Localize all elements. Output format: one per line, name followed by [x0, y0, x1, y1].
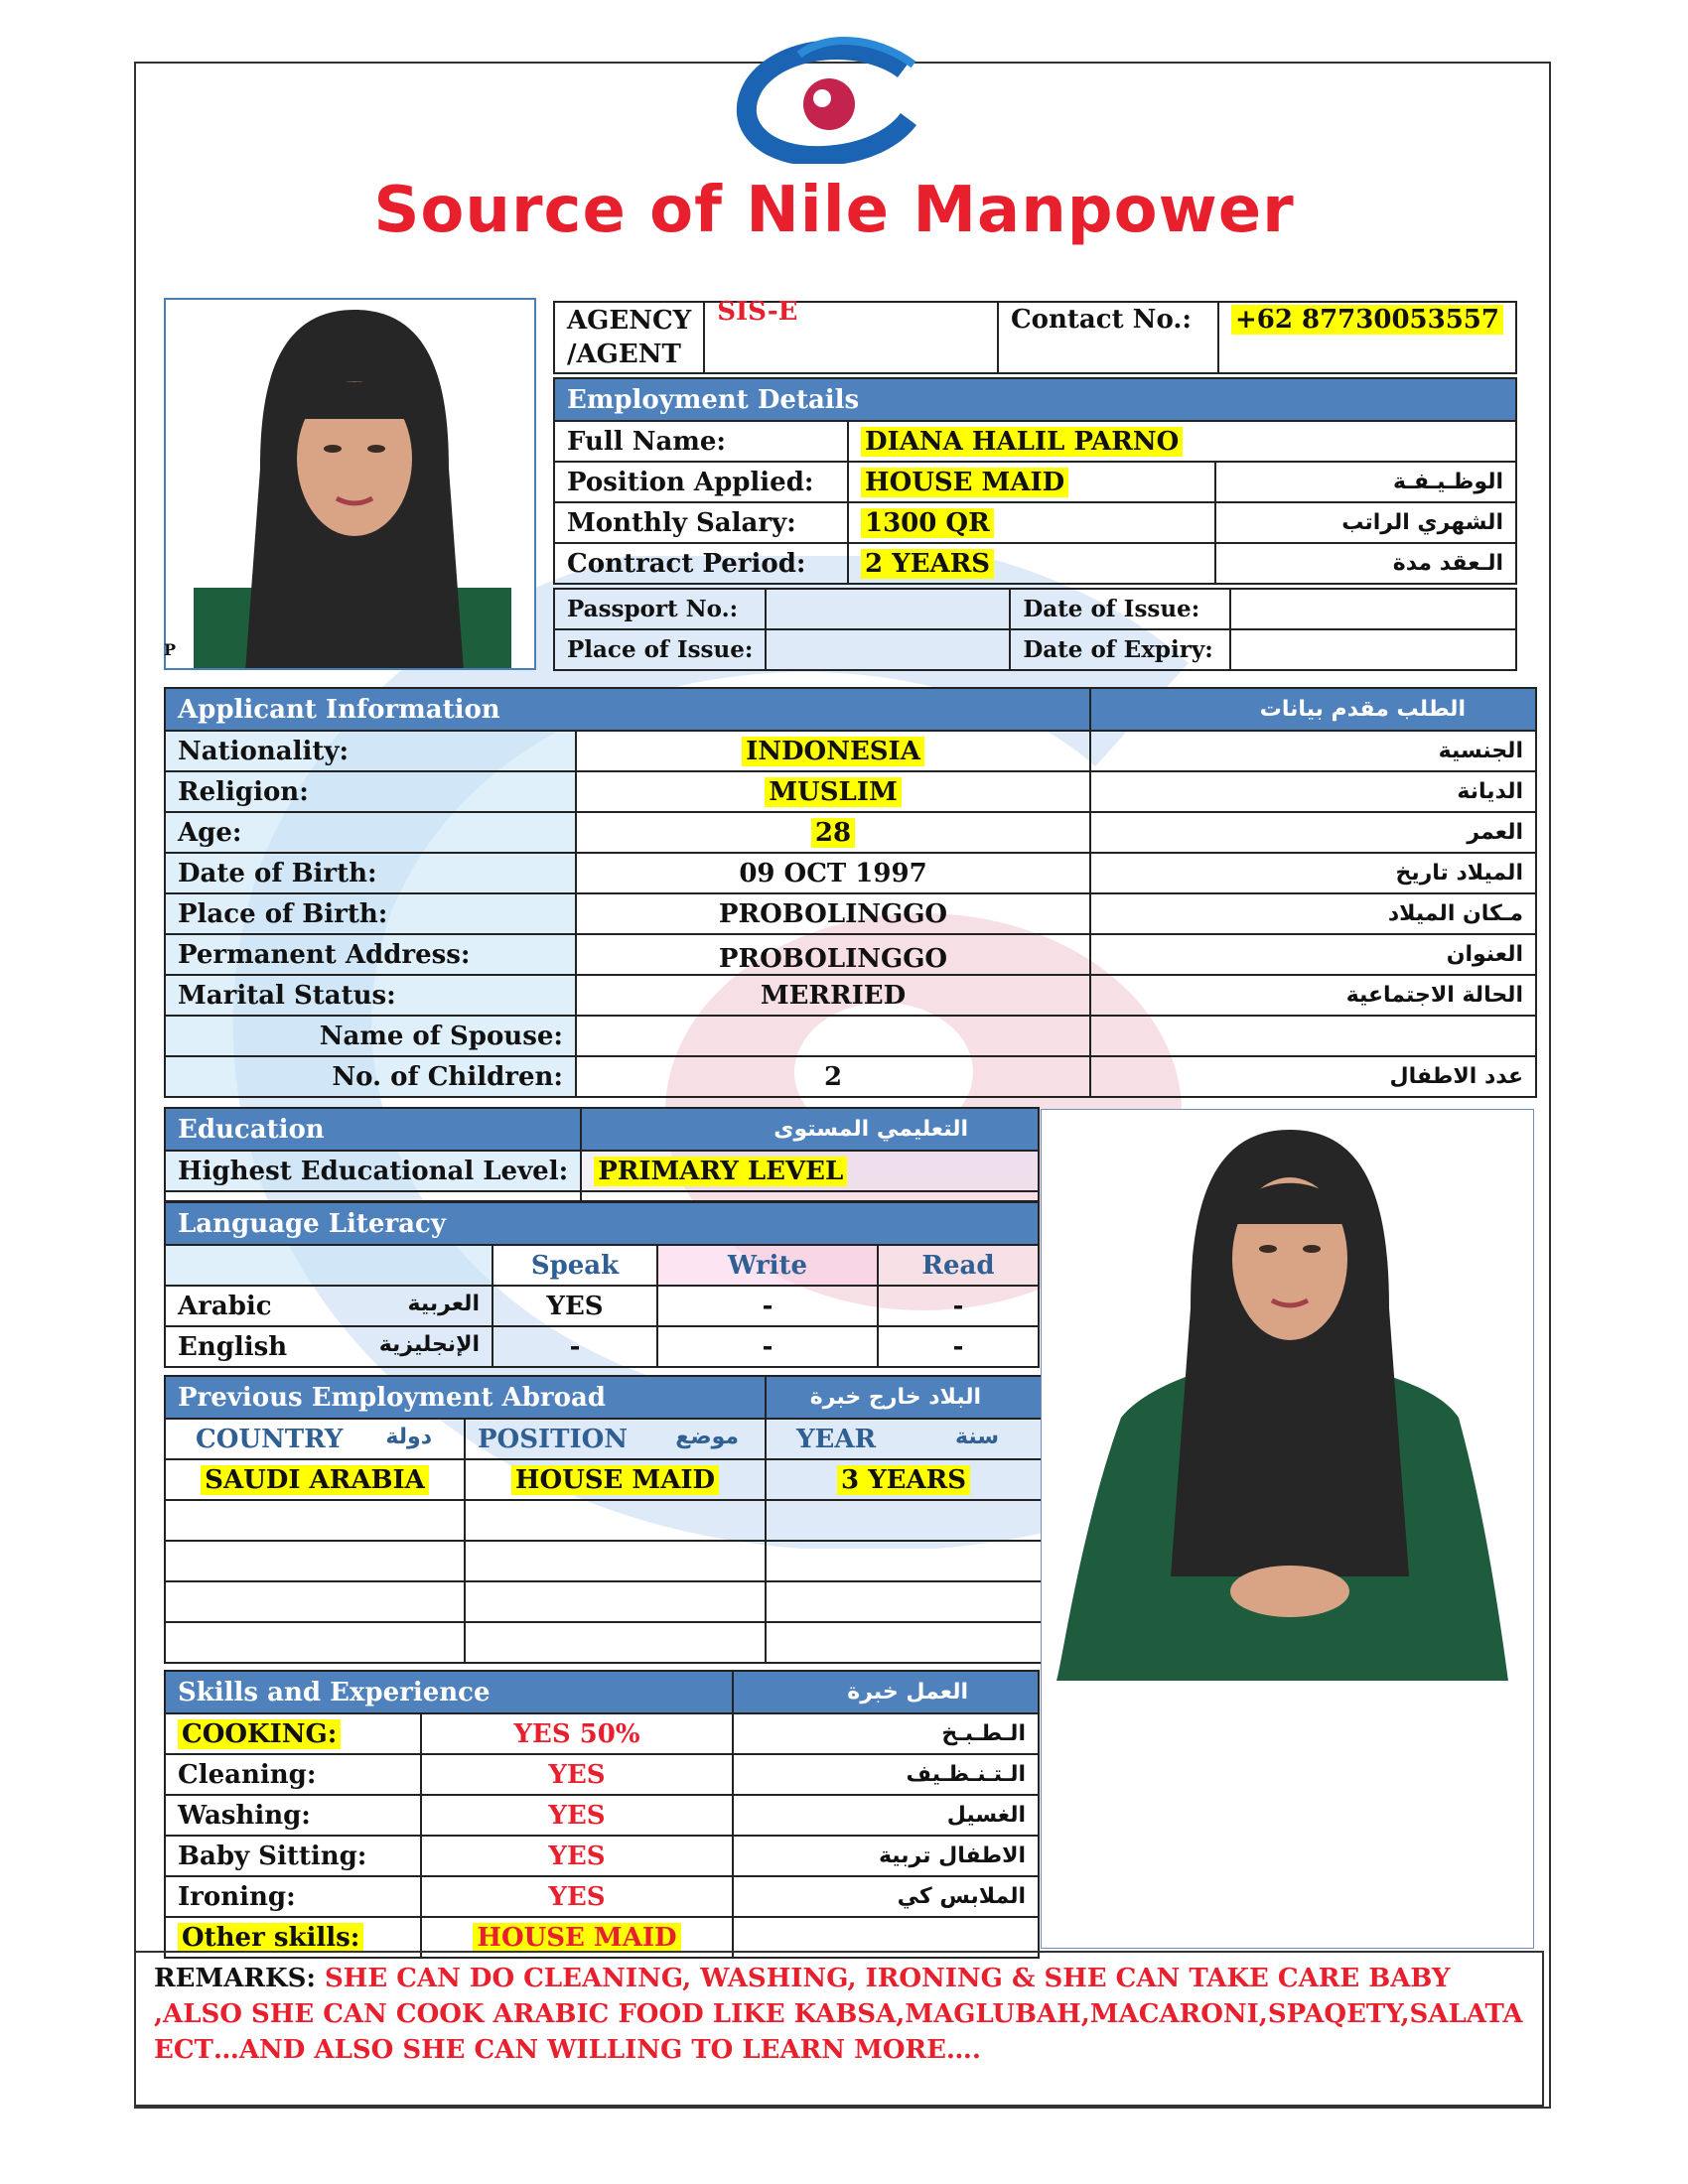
col-country-arabic: دولة: [385, 1424, 432, 1449]
passport-number-label: Passport No.:: [554, 589, 766, 629]
empty-cell: [766, 1500, 1042, 1541]
age-value: 28: [811, 818, 855, 848]
nationality-value: INDONESIA: [742, 737, 924, 766]
table-row: [165, 1876, 1039, 1917]
previous-employment-table: [164, 1375, 1043, 1664]
table-row: [165, 1500, 1042, 1541]
education-table: [164, 1107, 1040, 1202]
other-skills-value: HOUSE MAID: [473, 1923, 680, 1953]
table-row: [165, 771, 1536, 812]
education-spacer-left: [165, 1191, 581, 1201]
remarks-box: [134, 1951, 1544, 2107]
agency-value-text: SIS-E: [717, 297, 798, 327]
prev-position: HOUSE MAID: [511, 1465, 719, 1495]
full-name-cell: [848, 421, 1516, 462]
language-header: Language Literacy: [165, 1202, 1039, 1245]
place-of-issue-value: [766, 629, 1010, 670]
table-row: [165, 1754, 1039, 1795]
religion-arabic: الديانة: [1090, 771, 1536, 812]
arabic-lang-name: Arabic: [178, 1291, 272, 1321]
pob-label: Place of Birth:: [165, 893, 576, 934]
english-write: -: [657, 1326, 878, 1367]
address-arabic: العنوان: [1090, 934, 1536, 975]
english-read: -: [878, 1326, 1039, 1367]
english-lang-cell: [165, 1326, 492, 1367]
arabic-lang-cell: [165, 1286, 492, 1326]
position-arabic: الوظـيـفـة: [1215, 462, 1516, 502]
spouse-value: [576, 1016, 1090, 1056]
empty-cell: [766, 1622, 1042, 1663]
table-row: [165, 1016, 1536, 1056]
brand-logo: [715, 35, 953, 164]
col-year: [766, 1419, 1042, 1459]
children-arabic: عدد الاطفال: [1090, 1056, 1536, 1097]
contact-value: [1218, 302, 1516, 373]
prev-position-cell: [465, 1459, 766, 1500]
position-value: HOUSE MAID: [861, 468, 1068, 497]
cleaning-arabic: الـتـنـظـيف: [733, 1754, 1039, 1795]
prev-year: 3 YEARS: [837, 1465, 970, 1495]
skills-header: Skills and Experience: [165, 1671, 733, 1713]
agency-table: [553, 297, 1517, 374]
table-row: [165, 1713, 1039, 1754]
issue-date-value: [1230, 589, 1516, 629]
age-arabic: العمر: [1090, 812, 1536, 853]
empty-cell: [465, 1541, 766, 1581]
prev-country-cell: [165, 1459, 465, 1500]
other-skills-label: Other skills:: [178, 1923, 363, 1953]
cooking-label-cell: [165, 1713, 421, 1754]
address-value: PROBOLINGGO: [576, 934, 1090, 975]
table-row: [165, 1541, 1042, 1581]
washing-value: YES: [421, 1795, 733, 1836]
arabic-speak: YES: [492, 1286, 657, 1326]
contract-arabic: الـعقد مدة: [1215, 543, 1516, 584]
marital-label: Marital Status:: [165, 975, 576, 1016]
dob-arabic: الميلاد تاريخ: [1090, 853, 1536, 893]
dob-label: Date of Birth:: [165, 853, 576, 893]
col-position-label: POSITION: [478, 1424, 629, 1454]
table-row: [165, 812, 1536, 853]
table-row: [165, 1581, 1042, 1622]
salary-label: Monthly Salary:: [554, 502, 848, 543]
col-position: [465, 1419, 766, 1459]
table-row: [165, 1459, 1042, 1500]
col-year-arabic: سنة: [955, 1424, 999, 1449]
cooking-value: YES 50%: [421, 1713, 733, 1754]
dob-value: 09 OCT 1997: [576, 853, 1090, 893]
table-row: [165, 853, 1536, 893]
col-country: [165, 1419, 465, 1459]
expiry-date-label: Date of Expiry:: [1010, 629, 1230, 670]
table-row: [165, 1795, 1039, 1836]
issue-date-label: Date of Issue:: [1010, 589, 1230, 629]
nationality-label: Nationality:: [165, 731, 576, 771]
spouse-arabic: [1090, 1016, 1536, 1056]
col-read: Read: [878, 1245, 1039, 1286]
applicant-table: [164, 687, 1537, 1098]
cooking-arabic: الـطـبـخ: [733, 1713, 1039, 1754]
address-label: Permanent Address:: [165, 934, 576, 975]
pob-arabic: مـكان الميلاد: [1090, 893, 1536, 934]
religion-cell: [576, 771, 1090, 812]
prev-year-cell: [766, 1459, 1042, 1500]
arabic-lang-ar: العربية: [407, 1291, 480, 1316]
agency-value: [704, 297, 998, 373]
contract-label: Contract Period:: [554, 543, 848, 584]
ironing-arabic: الملابس كي: [733, 1876, 1039, 1917]
english-speak: -: [492, 1326, 657, 1367]
education-level-value: PRIMARY LEVEL: [594, 1157, 847, 1186]
empty-cell: [465, 1581, 766, 1622]
passport-number-value: [766, 589, 1010, 629]
applicant-portrait-photo: [164, 298, 536, 670]
position-label: Position Applied:: [554, 462, 848, 502]
arabic-write: -: [657, 1286, 878, 1326]
marital-arabic: الحالة الاجتماعية: [1090, 975, 1536, 1016]
empty-cell: [465, 1622, 766, 1663]
religion-label: Religion:: [165, 771, 576, 812]
age-label: Age:: [165, 812, 576, 853]
table-row: [165, 1622, 1042, 1663]
position-cell: [848, 462, 1215, 502]
applicant-header: Applicant Information: [165, 688, 1090, 731]
col-speak: Speak: [492, 1245, 657, 1286]
religion-value: MUSLIM: [765, 777, 901, 807]
full-name-label: Full Name:: [554, 421, 848, 462]
agency-label: AGENCY /AGENT: [554, 302, 704, 373]
skills-table: [164, 1670, 1040, 1959]
language-corner: [165, 1245, 492, 1286]
table-row: [165, 1056, 1536, 1097]
previous-header: Previous Employment Abroad: [165, 1376, 766, 1419]
english-lang-ar: الإنجليزية: [378, 1331, 480, 1357]
pob-value: PROBOLINGGO: [576, 893, 1090, 934]
employment-header: Employment Details: [554, 378, 1516, 421]
arabic-read: -: [878, 1286, 1039, 1326]
portrait-image: [166, 300, 536, 670]
washing-arabic: الغسيل: [733, 1795, 1039, 1836]
ironing-value: YES: [421, 1876, 733, 1917]
fullbody-image: [1042, 1110, 1534, 1949]
expiry-date-value: [1230, 629, 1516, 670]
salary-cell: [848, 502, 1215, 543]
col-country-label: COUNTRY: [196, 1424, 344, 1454]
education-level-cell: [581, 1151, 1039, 1191]
photo-mark: P: [164, 640, 177, 659]
previous-header-arabic: البلاد خارج خبرة: [766, 1376, 1042, 1419]
table-row: [165, 1836, 1039, 1876]
salary-value: 1300 QR: [861, 508, 994, 538]
table-row: [165, 1286, 1039, 1326]
applicant-header-arabic: الطلب مقدم بيانات: [1090, 688, 1536, 731]
empty-cell: [165, 1622, 465, 1663]
empty-cell: [165, 1500, 465, 1541]
spouse-label: Name of Spouse:: [165, 1016, 576, 1056]
prev-country: SAUDI ARABIA: [201, 1465, 429, 1495]
place-of-issue-label: Place of Issue:: [554, 629, 766, 670]
brand-title: Source of Nile Manpower: [373, 174, 1295, 247]
salary-arabic: الشهري الراتب: [1215, 502, 1516, 543]
table-row: [165, 934, 1536, 975]
col-year-label: YEAR: [796, 1424, 877, 1454]
empty-cell: [465, 1500, 766, 1541]
contact-number: +62 87730053557: [1231, 305, 1503, 335]
babysitting-arabic: الاطفال تربية: [733, 1836, 1039, 1876]
applicant-fullbody-photo: [1041, 1109, 1534, 1949]
table-row: [165, 1326, 1039, 1367]
empty-cell: [165, 1541, 465, 1581]
babysitting-label: Baby Sitting:: [165, 1836, 421, 1876]
cleaning-label: Cleaning:: [165, 1754, 421, 1795]
education-header-arabic: التعليمي المستوى: [581, 1108, 1039, 1151]
table-row: [165, 893, 1536, 934]
empty-cell: [165, 1581, 465, 1622]
english-lang-name: English: [178, 1331, 288, 1362]
employment-table: [553, 377, 1517, 585]
skills-header-arabic: العمل خبرة: [733, 1671, 1039, 1713]
table-row: [165, 975, 1536, 1016]
contact-label: Contact No.:: [998, 302, 1218, 373]
col-position-arabic: موضع: [675, 1424, 739, 1449]
marital-value: MERRIED: [576, 975, 1090, 1016]
nationality-cell: [576, 731, 1090, 771]
education-spacer-right: [581, 1191, 1039, 1201]
col-write: Write: [657, 1245, 878, 1286]
cleaning-value: YES: [421, 1754, 733, 1795]
remarks-text: SHE CAN DO CLEANING, WASHING, IRONING & SHE CAN TAKE CARE BABY ,ALSO SHE CAN COOK ARABIC FOOD LIKE KABSA,MAGLUBAH,MACARONI,SPAQETY,SALATA ECT…AND ALSO SHE CAN WILLING TO LEARN MORE….: [154, 1964, 1523, 2065]
language-table: [164, 1201, 1040, 1368]
children-label: No. of Children:: [165, 1056, 576, 1097]
children-value: 2: [576, 1056, 1090, 1097]
babysitting-value: YES: [421, 1836, 733, 1876]
contract-value: 2 YEARS: [861, 549, 994, 579]
education-header: Education: [165, 1108, 581, 1151]
washing-label: Washing:: [165, 1795, 421, 1836]
empty-cell: [766, 1581, 1042, 1622]
full-name-value: DIANA HALIL PARNO: [861, 427, 1183, 457]
table-row: [165, 731, 1536, 771]
cooking-label: COOKING:: [178, 1719, 341, 1749]
contract-cell: [848, 543, 1215, 584]
ironing-label: Ironing:: [165, 1876, 421, 1917]
education-level-label: Highest Educational Level:: [165, 1151, 581, 1191]
age-cell: [576, 812, 1090, 853]
empty-cell: [766, 1541, 1042, 1581]
remarks-label: REMARKS:: [154, 1964, 316, 1993]
passport-table: [553, 588, 1517, 671]
nationality-arabic: الجنسية: [1090, 731, 1536, 771]
